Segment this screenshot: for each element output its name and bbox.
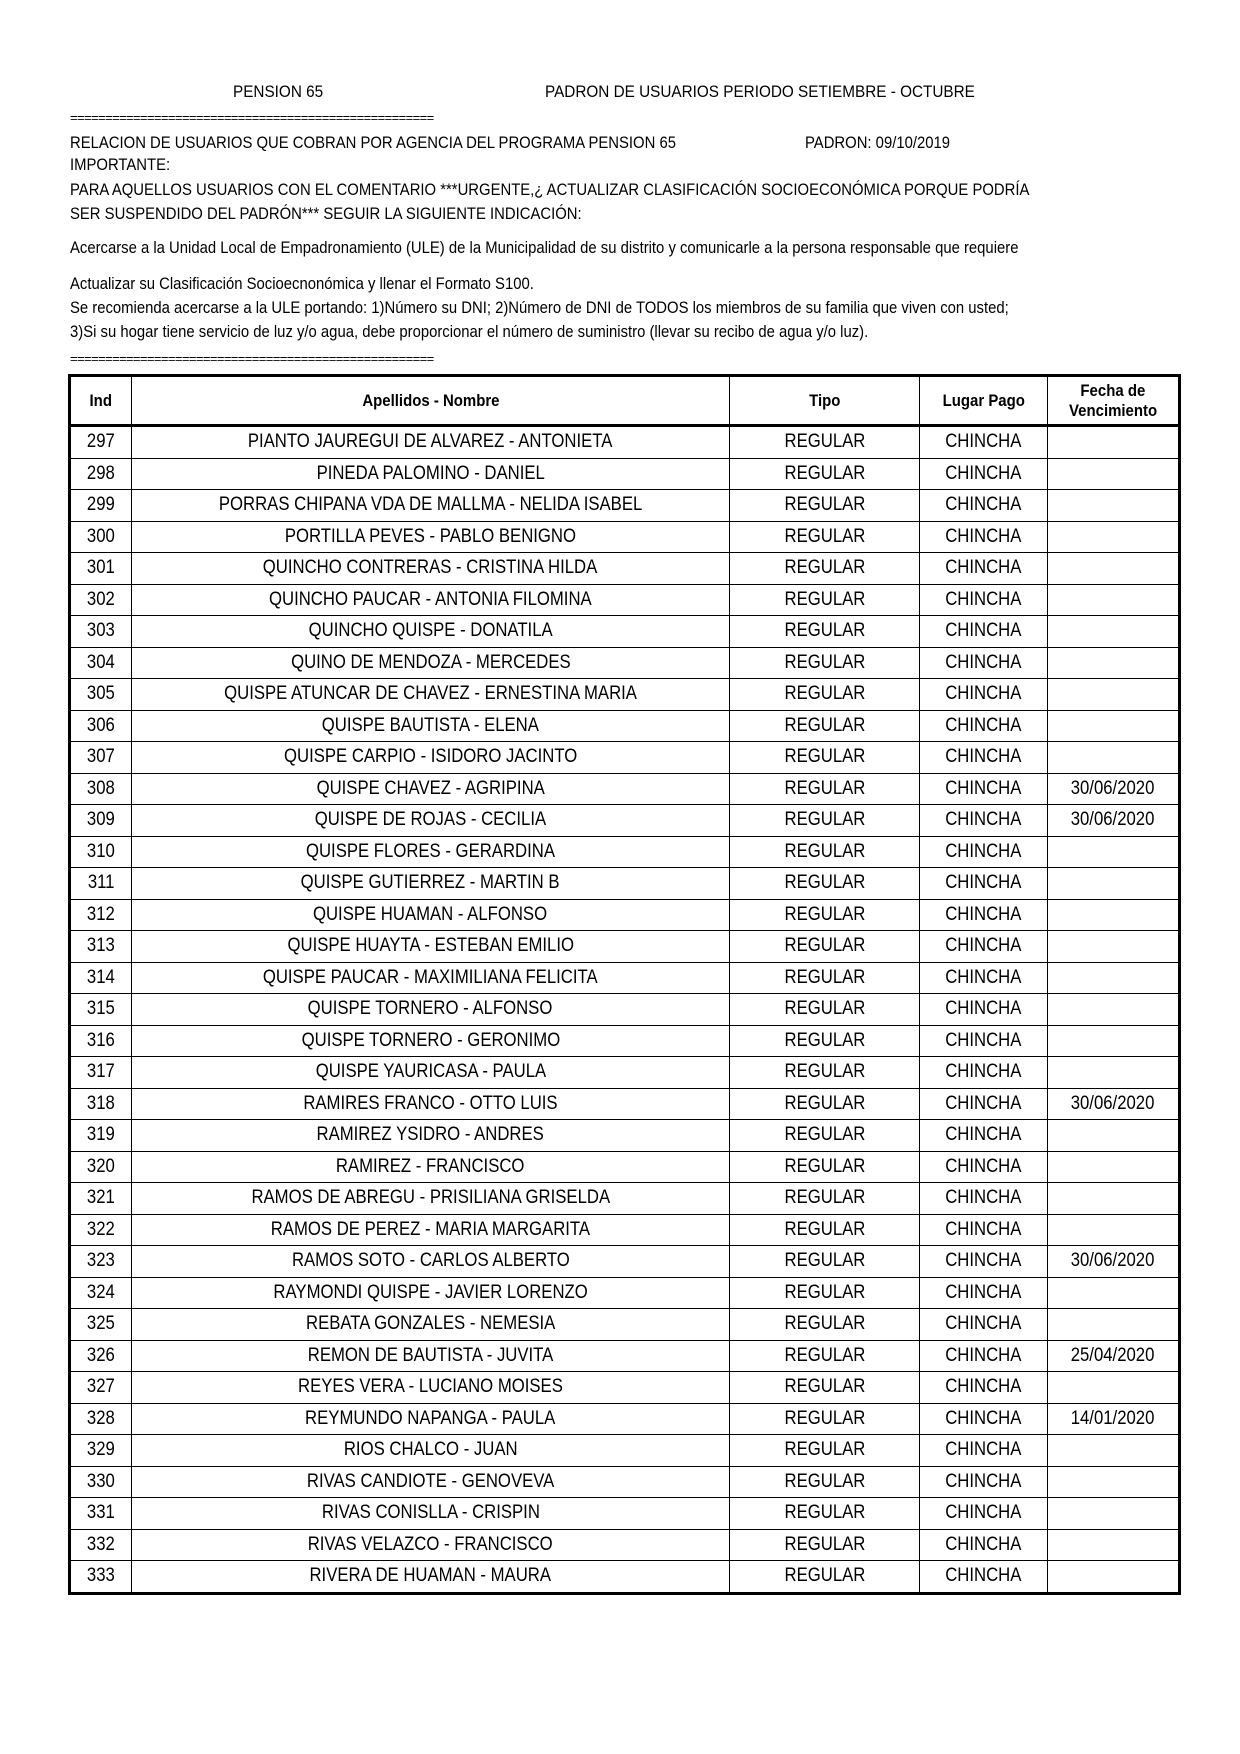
table-header-row: [70, 376, 1180, 426]
table-row: [70, 458, 1180, 490]
cell-name: RAMIREZ YSIDRO - ANDRES: [132, 1120, 730, 1152]
cell-name: RAMOS SOTO - CARLOS ALBERTO: [132, 1246, 730, 1278]
table-row: [70, 647, 1180, 679]
cell-tipo: REGULAR: [730, 931, 920, 963]
table-row: [70, 868, 1180, 900]
table-row: [70, 1309, 1180, 1341]
cell-tipo: REGULAR: [730, 1088, 920, 1120]
cell-lugar: CHINCHA: [920, 1025, 1048, 1057]
cell-name: REYMUNDO NAPANGA - PAULA: [132, 1403, 730, 1435]
cell-fecha: [1048, 679, 1180, 711]
cell-fecha: [1048, 1183, 1180, 1215]
cell-ind: 306: [70, 710, 132, 742]
cell-tipo: REGULAR: [730, 994, 920, 1026]
cell-ind: 313: [70, 931, 132, 963]
cell-ind: 307: [70, 742, 132, 774]
table-row: [70, 490, 1180, 522]
cell-lugar: CHINCHA: [920, 1214, 1048, 1246]
cell-ind: 309: [70, 805, 132, 837]
cell-ind: 329: [70, 1435, 132, 1467]
cell-ind: 328: [70, 1403, 132, 1435]
cell-name: QUINCHO QUISPE - DONATILA: [132, 616, 730, 648]
cell-tipo: REGULAR: [730, 1403, 920, 1435]
cell-fecha: [1048, 1025, 1180, 1057]
cell-name: QUISPE BAUTISTA - ELENA: [132, 710, 730, 742]
table-row: [70, 805, 1180, 837]
cell-tipo: REGULAR: [730, 521, 920, 553]
cell-tipo: REGULAR: [730, 1120, 920, 1152]
cell-tipo: REGULAR: [730, 1057, 920, 1089]
table-row: [70, 553, 1180, 585]
cell-lugar: CHINCHA: [920, 1277, 1048, 1309]
cell-lugar: CHINCHA: [920, 1120, 1048, 1152]
cell-lugar: CHINCHA: [920, 521, 1048, 553]
cell-ind: 303: [70, 616, 132, 648]
table-row: [70, 1025, 1180, 1057]
cell-fecha: [1048, 1561, 1180, 1594]
cell-lugar: CHINCHA: [920, 1466, 1048, 1498]
table-row: [70, 1183, 1180, 1215]
cell-lugar: CHINCHA: [920, 931, 1048, 963]
table-row: [70, 1372, 1180, 1404]
cell-tipo: REGULAR: [730, 1529, 920, 1561]
col-lugar-header: Lugar Pago: [920, 376, 1048, 426]
notice-line-4: Actualizar su Clasificación Socioecnonómica y llenar el Formato S100.: [70, 275, 534, 293]
table-row: [70, 1246, 1180, 1278]
cell-lugar: CHINCHA: [920, 773, 1048, 805]
cell-ind: 305: [70, 679, 132, 711]
cell-tipo: REGULAR: [730, 868, 920, 900]
cell-name: RAMOS DE PEREZ - MARIA MARGARITA: [132, 1214, 730, 1246]
cell-fecha: [1048, 710, 1180, 742]
cell-name: REMON DE BAUTISTA - JUVITA: [132, 1340, 730, 1372]
cell-name: PORTILLA PEVES - PABLO BENIGNO: [132, 521, 730, 553]
col-tipo-header: Tipo: [730, 376, 920, 426]
cell-tipo: REGULAR: [730, 1151, 920, 1183]
cell-tipo: REGULAR: [730, 710, 920, 742]
separator-top: ====================================================: [70, 110, 434, 125]
cell-name: RAMOS DE ABREGU - PRISILIANA GRISELDA: [132, 1183, 730, 1215]
cell-ind: 324: [70, 1277, 132, 1309]
cell-lugar: CHINCHA: [920, 1309, 1048, 1341]
separator-bottom: ====================================================: [70, 351, 434, 366]
notice-line-3: Acercarse a la Unidad Local de Empadronamiento (ULE) de la Municipalidad de su distrito y comunicarle a la persona responsable que requiere: [70, 239, 1019, 257]
cell-lugar: CHINCHA: [920, 647, 1048, 679]
cell-tipo: REGULAR: [730, 1277, 920, 1309]
cell-ind: 332: [70, 1529, 132, 1561]
cell-fecha: [1048, 962, 1180, 994]
cell-lugar: CHINCHA: [920, 553, 1048, 585]
cell-fecha: [1048, 584, 1180, 616]
cell-tipo: REGULAR: [730, 899, 920, 931]
cell-tipo: REGULAR: [730, 490, 920, 522]
cell-fecha: [1048, 1277, 1180, 1309]
cell-ind: 314: [70, 962, 132, 994]
col-ind-header: Ind: [70, 376, 132, 426]
cell-tipo: REGULAR: [730, 1340, 920, 1372]
relation-text: RELACION DE USUARIOS QUE COBRAN POR AGENCIA DEL PROGRAMA PENSION 65: [70, 134, 676, 152]
cell-ind: 308: [70, 773, 132, 805]
padron-title: PADRON DE USUARIOS PERIODO SETIEMBRE - OCTUBRE: [545, 82, 975, 101]
table-row: [70, 1120, 1180, 1152]
cell-ind: 304: [70, 647, 132, 679]
cell-fecha: [1048, 1529, 1180, 1561]
cell-lugar: CHINCHA: [920, 1529, 1048, 1561]
cell-fecha: [1048, 1120, 1180, 1152]
cell-name: RIVAS VELAZCO - FRANCISCO: [132, 1529, 730, 1561]
cell-tipo: REGULAR: [730, 647, 920, 679]
table-row: [70, 773, 1180, 805]
cell-fecha: [1048, 1214, 1180, 1246]
table-row: [70, 1466, 1180, 1498]
cell-tipo: REGULAR: [730, 616, 920, 648]
cell-name: QUISPE YAURICASA - PAULA: [132, 1057, 730, 1089]
cell-tipo: REGULAR: [730, 1025, 920, 1057]
cell-lugar: CHINCHA: [920, 962, 1048, 994]
cell-name: PORRAS CHIPANA VDA DE MALLMA - NELIDA ISABEL: [132, 490, 730, 522]
cell-tipo: REGULAR: [730, 584, 920, 616]
cell-fecha: [1048, 458, 1180, 490]
cell-name: QUISPE HUAMAN - ALFONSO: [132, 899, 730, 931]
cell-lugar: CHINCHA: [920, 490, 1048, 522]
table-row: [70, 994, 1180, 1026]
cell-lugar: CHINCHA: [920, 1340, 1048, 1372]
table-row: [70, 426, 1180, 459]
table-row: [70, 931, 1180, 963]
cell-lugar: CHINCHA: [920, 1498, 1048, 1530]
table-row: [70, 1340, 1180, 1372]
cell-fecha: 30/06/2020: [1048, 773, 1180, 805]
cell-name: QUISPE FLORES - GERARDINA: [132, 836, 730, 868]
table-row: [70, 836, 1180, 868]
cell-lugar: CHINCHA: [920, 584, 1048, 616]
cell-ind: 297: [70, 426, 132, 459]
cell-fecha: [1048, 1151, 1180, 1183]
cell-fecha: [1048, 1372, 1180, 1404]
cell-tipo: REGULAR: [730, 1309, 920, 1341]
cell-fecha: 30/06/2020: [1048, 1088, 1180, 1120]
cell-name: QUISPE HUAYTA - ESTEBAN EMILIO: [132, 931, 730, 963]
notice-line-2: SER SUSPENDIDO DEL PADRÓN*** SEGUIR LA SIGUIENTE INDICACIÓN:: [70, 205, 582, 223]
program-title: PENSION 65: [233, 82, 324, 101]
cell-lugar: CHINCHA: [920, 426, 1048, 459]
cell-fecha: [1048, 1435, 1180, 1467]
cell-fecha: [1048, 521, 1180, 553]
cell-name: RAYMONDI QUISPE - JAVIER LORENZO: [132, 1277, 730, 1309]
cell-fecha: [1048, 647, 1180, 679]
notice-line-1: PARA AQUELLOS USUARIOS CON EL COMENTARIO ***URGENTE,¿ ACTUALIZAR CLASIFICACIÓN SOCIOECONÓMICA PORQUE PODRÍA: [70, 181, 1030, 199]
cell-lugar: CHINCHA: [920, 742, 1048, 774]
cell-name: QUISPE PAUCAR - MAXIMILIANA FELICITA: [132, 962, 730, 994]
padron-date: PADRON: 09/10/2019: [805, 134, 951, 152]
cell-name: QUINCHO PAUCAR - ANTONIA FILOMINA: [132, 584, 730, 616]
cell-lugar: CHINCHA: [920, 805, 1048, 837]
cell-tipo: REGULAR: [730, 1466, 920, 1498]
cell-ind: 316: [70, 1025, 132, 1057]
cell-lugar: CHINCHA: [920, 1057, 1048, 1089]
cell-tipo: REGULAR: [730, 1246, 920, 1278]
cell-name: QUISPE TORNERO - ALFONSO: [132, 994, 730, 1026]
table-row: [70, 1088, 1180, 1120]
cell-name: RIVAS CANDIOTE - GENOVEVA: [132, 1466, 730, 1498]
cell-tipo: REGULAR: [730, 679, 920, 711]
cell-ind: 321: [70, 1183, 132, 1215]
cell-name: RIVERA DE HUAMAN - MAURA: [132, 1561, 730, 1594]
cell-ind: 327: [70, 1372, 132, 1404]
cell-fecha: [1048, 742, 1180, 774]
cell-fecha: [1048, 1309, 1180, 1341]
cell-ind: 325: [70, 1309, 132, 1341]
cell-lugar: CHINCHA: [920, 1561, 1048, 1594]
cell-lugar: CHINCHA: [920, 899, 1048, 931]
cell-lugar: CHINCHA: [920, 1435, 1048, 1467]
notice-line-6: 3)Si su hogar tiene servicio de luz y/o agua, debe proporcionar el número de suministro (llevar su recibo de agua y/o luz).: [70, 323, 869, 341]
users-table: [68, 374, 1181, 1595]
cell-ind: 299: [70, 490, 132, 522]
cell-name: REBATA GONZALES - NEMESIA: [132, 1309, 730, 1341]
cell-tipo: REGULAR: [730, 836, 920, 868]
cell-lugar: CHINCHA: [920, 1372, 1048, 1404]
cell-lugar: CHINCHA: [920, 1246, 1048, 1278]
cell-ind: 331: [70, 1498, 132, 1530]
cell-lugar: CHINCHA: [920, 710, 1048, 742]
cell-ind: 333: [70, 1561, 132, 1594]
cell-fecha: 30/06/2020: [1048, 1246, 1180, 1278]
cell-lugar: CHINCHA: [920, 1183, 1048, 1215]
cell-name: QUISPE ATUNCAR DE CHAVEZ - ERNESTINA MARIA: [132, 679, 730, 711]
cell-fecha: [1048, 553, 1180, 585]
cell-fecha: 25/04/2020: [1048, 1340, 1180, 1372]
cell-tipo: REGULAR: [730, 1214, 920, 1246]
cell-lugar: CHINCHA: [920, 458, 1048, 490]
cell-fecha: [1048, 490, 1180, 522]
cell-tipo: REGULAR: [730, 1183, 920, 1215]
cell-fecha: [1048, 1057, 1180, 1089]
cell-lugar: CHINCHA: [920, 994, 1048, 1026]
cell-tipo: REGULAR: [730, 1372, 920, 1404]
table-row: [70, 1403, 1180, 1435]
cell-ind: 300: [70, 521, 132, 553]
cell-tipo: REGULAR: [730, 1435, 920, 1467]
table-row: [70, 710, 1180, 742]
cell-tipo: REGULAR: [730, 742, 920, 774]
cell-fecha: [1048, 899, 1180, 931]
cell-ind: 298: [70, 458, 132, 490]
cell-lugar: CHINCHA: [920, 1403, 1048, 1435]
cell-fecha: [1048, 426, 1180, 459]
cell-ind: 312: [70, 899, 132, 931]
cell-lugar: CHINCHA: [920, 679, 1048, 711]
table-body: [70, 426, 1180, 1594]
col-name-header: Apellidos - Nombre: [132, 376, 730, 426]
table-row: [70, 1151, 1180, 1183]
cell-name: REYES VERA - LUCIANO MOISES: [132, 1372, 730, 1404]
cell-ind: 311: [70, 868, 132, 900]
cell-ind: 330: [70, 1466, 132, 1498]
cell-ind: 323: [70, 1246, 132, 1278]
cell-name: QUINO DE MENDOZA - MERCEDES: [132, 647, 730, 679]
cell-name: QUISPE DE ROJAS - CECILIA: [132, 805, 730, 837]
cell-name: QUISPE CHAVEZ - AGRIPINA: [132, 773, 730, 805]
cell-name: RIOS CHALCO - JUAN: [132, 1435, 730, 1467]
cell-ind: 301: [70, 553, 132, 585]
cell-name: QUISPE CARPIO - ISIDORO JACINTO: [132, 742, 730, 774]
table-row: [70, 616, 1180, 648]
table-row: [70, 521, 1180, 553]
cell-fecha: [1048, 616, 1180, 648]
cell-name: RAMIRES FRANCO - OTTO LUIS: [132, 1088, 730, 1120]
table-row: [70, 1057, 1180, 1089]
cell-tipo: REGULAR: [730, 458, 920, 490]
cell-tipo: REGULAR: [730, 773, 920, 805]
notice-line-5: Se recomienda acercarse a la ULE portando: 1)Número su DNI; 2)Número de DNI de TODOS los miembros de su familia que viven con usted;: [70, 299, 1009, 317]
cell-ind: 317: [70, 1057, 132, 1089]
cell-name: RAMIREZ - FRANCISCO: [132, 1151, 730, 1183]
table-row: [70, 1277, 1180, 1309]
cell-tipo: REGULAR: [730, 553, 920, 585]
cell-fecha: [1048, 836, 1180, 868]
cell-fecha: [1048, 868, 1180, 900]
cell-fecha: 14/01/2020: [1048, 1403, 1180, 1435]
cell-fecha: [1048, 994, 1180, 1026]
cell-ind: 318: [70, 1088, 132, 1120]
cell-lugar: CHINCHA: [920, 1151, 1048, 1183]
table-row: [70, 679, 1180, 711]
table-row: [70, 962, 1180, 994]
cell-lugar: CHINCHA: [920, 868, 1048, 900]
table-row: [70, 1435, 1180, 1467]
table-row: [70, 1498, 1180, 1530]
cell-ind: 320: [70, 1151, 132, 1183]
cell-fecha: [1048, 1466, 1180, 1498]
cell-ind: 319: [70, 1120, 132, 1152]
cell-tipo: REGULAR: [730, 1498, 920, 1530]
cell-lugar: CHINCHA: [920, 616, 1048, 648]
cell-name: QUISPE TORNERO - GERONIMO: [132, 1025, 730, 1057]
cell-ind: 315: [70, 994, 132, 1026]
cell-name: QUISPE GUTIERREZ - MARTIN B: [132, 868, 730, 900]
cell-fecha: [1048, 931, 1180, 963]
cell-tipo: REGULAR: [730, 962, 920, 994]
table-row: [70, 899, 1180, 931]
cell-tipo: REGULAR: [730, 805, 920, 837]
cell-tipo: REGULAR: [730, 1561, 920, 1594]
table-row: [70, 1529, 1180, 1561]
cell-ind: 310: [70, 836, 132, 868]
cell-ind: 322: [70, 1214, 132, 1246]
cell-fecha: 30/06/2020: [1048, 805, 1180, 837]
cell-ind: 326: [70, 1340, 132, 1372]
table-row: [70, 584, 1180, 616]
col-fecha-header: Fecha de Vencimiento: [1048, 376, 1180, 426]
table-row: [70, 1214, 1180, 1246]
cell-lugar: CHINCHA: [920, 1088, 1048, 1120]
cell-fecha: [1048, 1498, 1180, 1530]
important-label: IMPORTANTE:: [70, 156, 171, 174]
cell-ind: 302: [70, 584, 132, 616]
table-row: [70, 742, 1180, 774]
cell-name: RIVAS CONISLLA - CRISPIN: [132, 1498, 730, 1530]
cell-name: PINEDA PALOMINO - DANIEL: [132, 458, 730, 490]
cell-name: PIANTO JAUREGUI DE ALVAREZ - ANTONIETA: [132, 426, 730, 459]
cell-lugar: CHINCHA: [920, 836, 1048, 868]
cell-name: QUINCHO CONTRERAS - CRISTINA HILDA: [132, 553, 730, 585]
cell-tipo: REGULAR: [730, 426, 920, 459]
table-row: [70, 1561, 1180, 1594]
